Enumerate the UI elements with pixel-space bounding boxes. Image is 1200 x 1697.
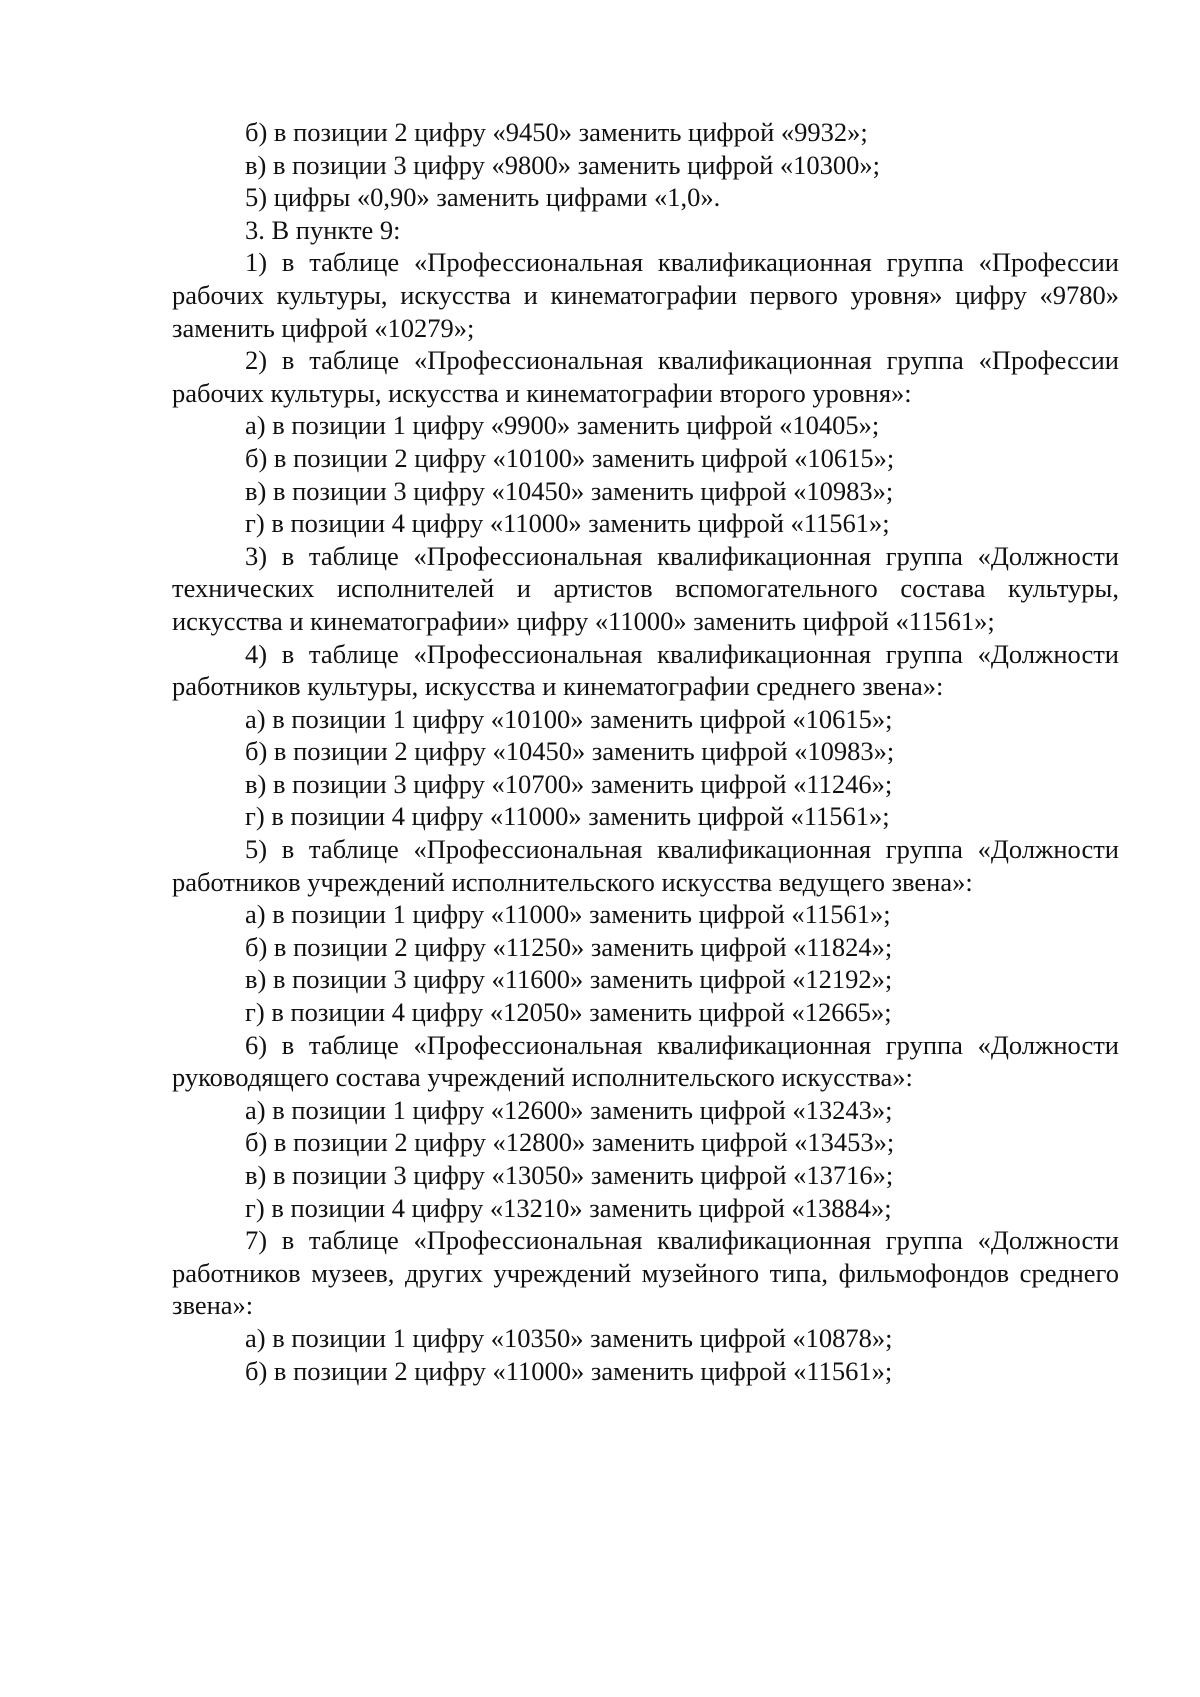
paragraph-subpoint-2a: а) в позиции 1 цифру «9900» заменить цифрой «10405»; — [245, 410, 880, 441]
paragraph-subpoint-4a: а) в позиции 1 цифру «10100» заменить цифрой «10615»; — [245, 703, 893, 734]
paragraph-subpoint-3: 3) в таблице «Профессиональная квалификационная группа «Должности технических исполнителей и артистов вспомогательного состава культуры, искусства и кинематографии» цифру «11000» заменить цифрой «11561»; — [172, 540, 1119, 636]
paragraph-subpoint-7: 7) в таблице «Профессиональная квалификационная группа «Должности работников музеев, других учреждений музейного типа, фильмофондов среднего звена»: — [172, 1225, 1119, 1321]
paragraph-subpoint-2b: б) в позиции 2 цифру «10100» заменить цифрой «10615»; — [245, 442, 895, 473]
paragraph-subpoint-4b: б) в позиции 2 цифру «10450» заменить цифрой «10983»; — [245, 736, 895, 767]
paragraph-item-2c: в) в позиции 3 цифру «9800» заменить цифрой «10300»; — [245, 149, 881, 180]
paragraph-subpoint-7a: а) в позиции 1 цифру «10350» заменить цифрой «10878»; — [245, 1322, 893, 1353]
paragraph-subpoint-5d: г) в позиции 4 цифру «12050» заменить цифрой «12665»; — [245, 997, 892, 1028]
paragraph-subpoint-6a: а) в позиции 1 цифру «12600» заменить цифрой «13243»; — [245, 1094, 893, 1125]
paragraph-subpoint-5c: в) в позиции 3 цифру «11600» заменить цифрой «12192»; — [245, 964, 893, 995]
paragraph-item-2b: б) в позиции 2 цифру «9450» заменить цифрой «9932»; — [245, 117, 868, 147]
paragraph-subpoint-5a: а) в позиции 1 цифру «11000» заменить цифрой «11561»; — [245, 899, 891, 930]
paragraph-subpoint-4c: в) в позиции 3 цифру «10700» заменить цифрой «11246»; — [245, 768, 893, 799]
paragraph-subpoint-2c: в) в позиции 3 цифру «10450» заменить цифрой «10983»; — [245, 475, 894, 506]
paragraph-point-3: 3. В пункте 9: — [245, 214, 401, 245]
paragraph-item-5: 5) цифры «0,90» заменить цифрами «1,0». — [245, 182, 721, 213]
paragraph-subpoint-5: 5) в таблице «Профессиональная квалификационная группа «Должности работников учреждений исполнительского искусства ведущего звена»: — [172, 834, 1119, 897]
paragraph-subpoint-1: 1) в таблице «Профессиональная квалификационная группа «Профессии рабочих культуры, искусства и кинематографии первого уровня» цифру «9780» заменить цифрой «10279»; — [172, 247, 1119, 343]
paragraph-subpoint-7b: б) в позиции 2 цифру «11000» заменить цифрой «11561»; — [245, 1355, 893, 1386]
paragraph-subpoint-6c: в) в позиции 3 цифру «13050» заменить цифрой «13716»; — [245, 1160, 894, 1190]
paragraph-subpoint-6: 6) в таблице «Профессиональная квалификационная группа «Должности руководящего состава учреждений исполнительского искусства»: — [172, 1029, 1119, 1093]
paragraph-subpoint-2d: г) в позиции 4 цифру «11000» заменить цифрой «11561»; — [245, 508, 890, 539]
paragraph-subpoint-4d: г) в позиции 4 цифру «11000» заменить цифрой «11561»; — [245, 801, 890, 832]
paragraph-subpoint-5b: б) в позиции 2 цифру «11250» заменить цифрой «11824»; — [245, 931, 893, 962]
document-body — [172, 116, 1119, 1387]
paragraph-subpoint-6d: г) в позиции 4 цифру «13210» заменить цифрой «13884»; — [245, 1192, 892, 1223]
paragraph-subpoint-2: 2) в таблице «Профессиональная квалификационная группа «Профессии рабочих культуры, искусства и кинематографии второго уровня»: — [172, 345, 1119, 408]
paragraph-subpoint-4: 4) в таблице «Профессиональная квалификационная группа «Должности работников культуры, искусства и кинематографии среднего звена»: — [172, 638, 1119, 702]
paragraph-subpoint-6b: б) в позиции 2 цифру «12800» заменить цифрой «13453»; — [245, 1127, 895, 1158]
